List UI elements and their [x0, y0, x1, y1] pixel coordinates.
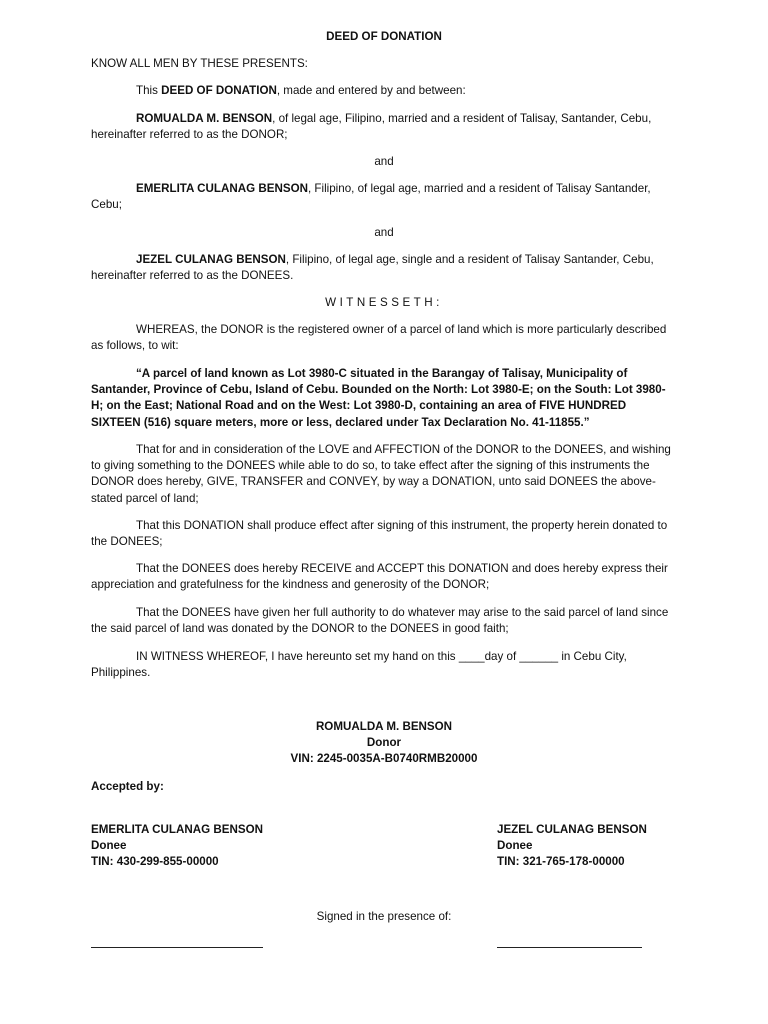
donee1-signature-block — [91, 822, 351, 871]
accepted-by-label: Accepted by: — [91, 780, 164, 793]
donee1-party-desc: , Filipino, of legal age, married and a resident of Talisay Santander, Cebu; — [91, 182, 651, 212]
witnesseth-heading: WITNESSETH: — [325, 296, 443, 309]
donee1-party-paragraph — [91, 181, 677, 213]
whereas-paragraph: WHEREAS, the DONOR is the registered owner of a parcel of land which is more particularly described as follows, to wit: — [91, 323, 667, 353]
consideration-paragraph: That for and in consideration of the LOVE and AFFECTION of the DONOR to the DONEES, and wishing to giving something to the DONEES while able to do so, to take effect after the signing of this instruments the DONOR does hereby, GIVE, TRANSFER and CONVEY, by way a DONATION, unto said DONEES the above-stated parcel of land; — [91, 443, 671, 505]
effect-paragraph: That this DONATION shall produce effect after signing of this instrument, the property herein donated to the DONEES; — [91, 519, 668, 549]
witness-signature-line-right — [497, 947, 642, 948]
donee2-signature-block — [497, 822, 697, 871]
signed-presence-label: Signed in the presence of: — [316, 910, 452, 923]
donee1-party-name: EMERLITA CULANAG BENSON — [136, 182, 308, 195]
donee2-party-desc: , Filipino, of legal age, single and a resident of Talisay Santander, Cebu, hereinafter referred to as the DONEES. — [91, 253, 654, 283]
donee2-signature-role: Donee — [497, 839, 533, 853]
donor-signature-id: VIN: 2245-0035A-B0740RMB20000 — [290, 752, 478, 766]
paragraph-opening — [91, 83, 677, 99]
donor-signature-name: ROMUALDA M. BENSON — [315, 720, 453, 733]
acceptance-paragraph: That the DONEES does hereby RECEIVE and ACCEPT this DONATION and does hereby express their appreciation and gratefulness for the kindness and generosity of the DONOR; — [91, 562, 668, 592]
donee2-signature-name: JEZEL CULANAG BENSON — [497, 823, 647, 836]
donor-signature-role: Donor — [366, 736, 402, 750]
document-title: DEED OF DONATION — [326, 30, 442, 43]
opening-rest: , made and entered by and between: — [276, 84, 466, 97]
donor-party-desc: , of legal age, Filipino, married and a resident of Talisay, Santander, Cebu, hereinafter referred to as the DONOR; — [91, 112, 652, 142]
opening-deed-title: DEED OF DONATION — [161, 84, 277, 97]
donee2-party-name: JEZEL CULANAG BENSON — [136, 253, 286, 266]
authority-paragraph: That the DONEES have given her full authority to do whatever may arise to the said parcel of land since the said parcel of land was donated by the DONOR to the DONEES in good faith; — [91, 606, 669, 636]
donee2-signature-id: TIN: 321-765-178-00000 — [497, 855, 625, 869]
opening-lead: This — [136, 84, 162, 97]
and-separator-1: and — [374, 155, 394, 168]
intro-line: KNOW ALL MEN BY THESE PRESENTS: — [91, 57, 308, 70]
witness-signature-line-left — [91, 947, 263, 948]
and-separator-2: and — [374, 226, 394, 239]
donor-party-name: ROMUALDA M. BENSON — [136, 112, 273, 125]
land-description: “A parcel of land known as Lot 3980-C situated in the Barangay of Talisay, Municipality of Santander, Province of Cebu, Island of Cebu. Bounded on the North: Lot 3980-E; on the South: Lot 3980-H; on the East; National Road and on the West: Lot 3980-D, containing an area of FIVE HUNDRED SIXTEEN (516) square meters, more or less, declared under Tax Declaration No. 41-11855.” — [91, 367, 666, 429]
in-witness-paragraph: IN WITNESS WHEREOF, I have hereunto set my hand on this ____day of ______ in Cebu City, Philippines. — [91, 650, 627, 680]
donor-signature-block — [91, 719, 677, 768]
donee2-party-paragraph — [91, 252, 677, 284]
donee1-signature-name: EMERLITA CULANAG BENSON — [91, 823, 263, 836]
donee1-signature-role: Donee — [91, 839, 127, 853]
donor-party-paragraph — [91, 111, 677, 143]
donee1-signature-id: TIN: 430-299-855-00000 — [91, 855, 219, 869]
